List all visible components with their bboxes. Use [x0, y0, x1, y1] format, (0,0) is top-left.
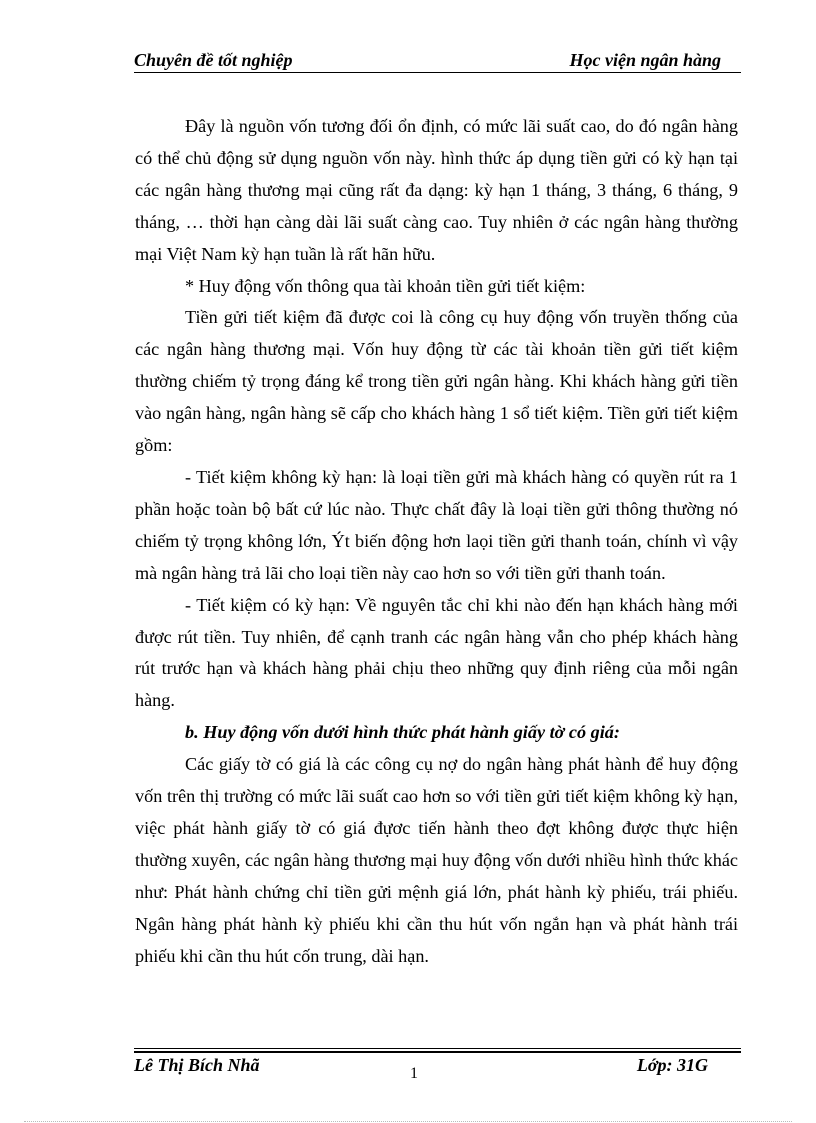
paragraph: Đây là nguồn vốn tương đối ổn định, có mức lãi suất cao, do đó ngân hàng có thể chủ động sử dụng nguồn vốn này. hình thức áp dụng tiền gửi có kỳ hạn tại các ngân hàng thương mại cũng rất đa dạng: kỳ hạn 1 tháng, 3 tháng, 6 tháng, 9 tháng, … thời hạn càng dài lãi suất càng cao. Tuy nhiên ở các ngân hàng thường mại Việt Nam kỳ hạn tuần là rất hãn hữu. — [135, 116, 738, 264]
paragraph: Các giấy tờ có giá là các công cụ nợ do ngân hàng phát hành để huy động vốn trên thị trường có mức lãi suất cao hơn so với tiền gửi tiết kiệm không kỳ hạn, việc phát hành giấy tờ có giá đựơc tiến hành theo đợt không được thực hiện thường xuyên, các ngân hàng thương mại huy động vốn dưới nhiều hình thức khác như: Phát hành chứng chỉ tiền gửi mệnh giá lớn, phát hành kỳ phiếu, trái phiếu. Ngân hàng phát hành kỳ phiếu khi cần thu hút vốn ngắn hạn và phát hành trái phiếu khi cần thu hút cốn trung, dài hạn. — [135, 754, 738, 966]
footer-divider-thick — [134, 1051, 741, 1053]
document-body — [135, 111, 738, 972]
page-footer — [134, 1055, 741, 1085]
section-heading: b. Huy động vốn dưới hình thức phát hành giấy tờ có giá: — [185, 722, 620, 743]
header-institution: Học viện ngân hàng — [569, 50, 721, 70]
paragraph: Tiền gửi tiết kiệm đã được coi là công cụ huy động vốn truyền thống của các ngân hàng thương mại. Vốn huy động từ các tài khoản tiền gửi tiết kiệm thường chiếm tỷ trọng đáng kể trong tiền gửi ngân hàng. Khi khách hàng gửi tiền vào ngân hàng, ngân hàng sẽ cấp cho khách hàng 1 sổ tiết kiệm. Tiền gửi tiết kiệm gồm: — [135, 307, 738, 456]
footer-divider-thin — [134, 1048, 741, 1049]
footer-author: Lê Thị Bích Nhã — [134, 1055, 260, 1075]
paragraph: * Huy động vốn thông qua tài khoản tiền gửi tiết kiệm: — [185, 275, 586, 296]
page-header — [134, 48, 741, 74]
paragraph: - Tiết kiệm có kỳ hạn: Về nguyên tắc chỉ khi nào đến hạn khách hàng mới được rút tiền. Tuy nhiên, để cạnh tranh các ngân hàng vẫn cho phép khách hàng rút trước hạn và khách hàng phải chịu theo những quy định riêng của mỗi ngân hàng. — [135, 594, 738, 711]
paragraph: - Tiết kiệm không kỳ hạn: là loại tiền gửi mà khách hàng có quyền rút ra 1 phần hoặc toàn bộ bất cứ lúc nào. Thực chất đây là loại tiền gửi thông thường nó chiếm tỷ trọng không lớn, Ýt biến động hơn laọi tiền gửi thanh toán, chính vì vậy mà ngân hàng trả lãi cho loại tiền này cao hơn so với tiền gửi thanh toán. — [135, 466, 738, 583]
page-edge-marker — [24, 1121, 792, 1122]
page-number: 1 — [410, 1065, 418, 1082]
header-divider — [134, 72, 741, 73]
header-document-type: Chuyên đề tốt nghiệp — [134, 50, 293, 70]
footer-class-label: Lớp: 31G — [636, 1055, 708, 1075]
